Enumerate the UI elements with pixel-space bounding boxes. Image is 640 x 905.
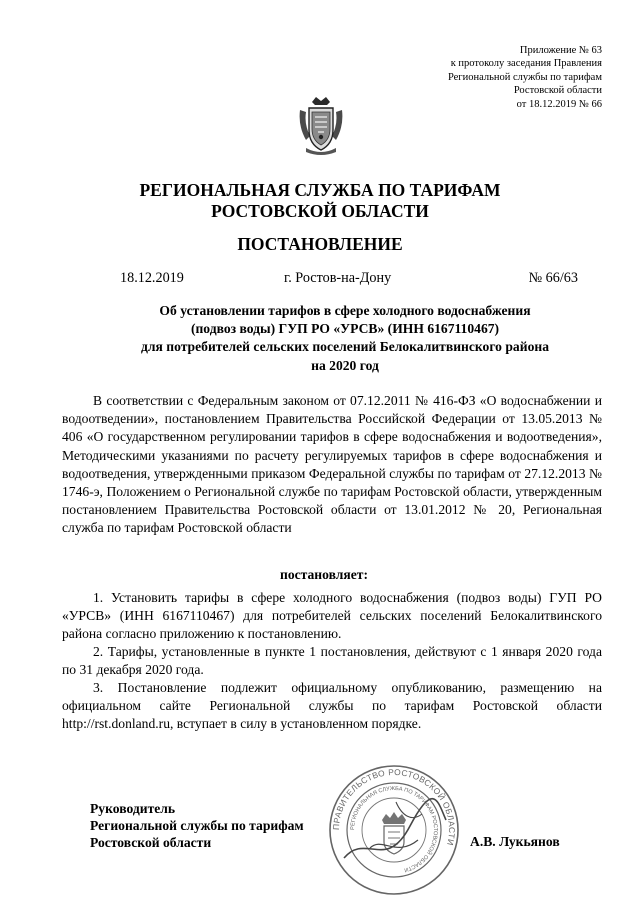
org-line-2: РОСТОВСКОЙ ОБЛАСТИ [211,201,429,221]
annex-line: Ростовской области [513,85,602,97]
subject-line: (подвоз воды) ГУП РО «УРСВ» (ИНН 6167110467) [190,321,500,337]
signatory-title [90,800,304,851]
document-city: г. Ростов-на-Дону [284,270,392,286]
resolution-item-1: 1. Установить тарифы в сфере холодного водоснабжения (подвоз воды) ГУП РО «УРСВ» (ИНН 6167110467) для потребителей сельских поселений Белокалитвинского района согласно приложению к постановлению. [62,590,602,642]
preamble-paragraph: В соответствии с Федеральным законом от 07.12.2011 № 416-ФЗ «О водоснабжении и водоотведении», постановлением Правительства Российской Федерации от 13.05.2013 № 406 «О государственном регулировании тарифов в сфере водоснабжения и водоотведения», Методическими указаниями по расчету регулируемых тарифов в сфере водоснабжения и водоотведения, утвержденными приказом Федеральной службы по тарифам от 27.12.2013 № 1746-э, Положением о Региональной службе по тарифам Ростовской области, утвержденным постановлением Правительства Ростовской области от 13.01.2012 № 20, Региональная служба по тарифам Ростовской области [62,393,602,536]
annex-line: Приложение № 63 [519,45,602,56]
seal-inner-text: РЕГИОНАЛЬНАЯ СЛУЖБА ПО ТАРИФАМ РОСТОВСКОЙ ОБЛАСТИ [349,785,439,873]
coat-of-arms-icon [296,96,346,158]
signatory-title-line: Руководитель [90,801,176,816]
official-seal-icon [326,762,462,898]
subject-line: Об установлении тарифов в сфере холодного водоснабжения [159,303,531,318]
signatory-title-line: Ростовской области [90,835,212,850]
resolution-item-3: 3. Постановление подлежит официальному опубликованию, размещению на официальном сайте Региональной службы по тарифам Ростовской области http://rst.donland.ru, вступает в силу в установленном порядке. [62,680,602,732]
subject-line: для потребителей сельских поселений Белокалитвинского района [141,339,549,355]
annex-line: Региональной службы по тарифам [447,71,602,83]
svg-text:РЕГИОНАЛЬНАЯ СЛУЖБА ПО ТАРИФАМ [350,786,438,873]
annex-reference [382,44,602,111]
resolution-item-2: 2. Тарифы, установленные в пункте 1 постановления, действуют с 1 января 2020 года по 31 декабря 2020 года. [62,644,602,678]
resolution-keyword: постановляет: [280,567,368,582]
document-date: 18.12.2019 [120,270,184,286]
organization-name [0,180,640,222]
document-type: ПОСТАНОВЛЕНИЕ [237,234,403,254]
signatory-title-line: Региональной службы по тарифам [90,818,304,833]
annex-line: к протоколу заседания Правления [450,58,602,70]
annex-line: от 18.12.2019 № 66 [516,98,602,110]
document-subject [60,302,630,375]
signatory-name: А.В. Лукьянов [470,834,560,849]
subject-line: на 2020 год [311,357,379,373]
seal-outer-text: ПРАВИТЕЛЬСТВО РОСТОВСКОЙ ОБЛАСТИ [330,766,458,847]
document-number: № 66/63 [528,270,578,286]
svg-text:ПРАВИТЕЛЬСТВО РОСТОВСКОЙ ОБЛАС [331,767,457,847]
org-line-1: РЕГИОНАЛЬНАЯ СЛУЖБА ПО ТАРИФАМ [139,180,501,200]
